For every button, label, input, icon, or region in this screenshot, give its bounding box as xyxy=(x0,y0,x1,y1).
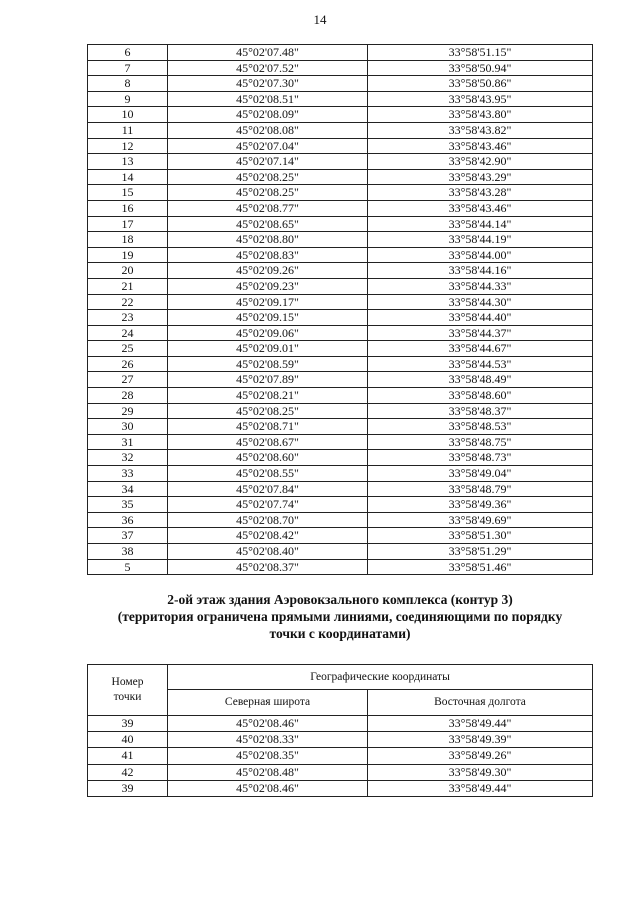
east-longitude-cell: 33°58'44.37" xyxy=(368,325,593,341)
table-row xyxy=(88,528,593,544)
table-row xyxy=(88,388,593,404)
point-number-cell: 36 xyxy=(88,512,168,528)
east-longitude-cell: 33°58'51.15" xyxy=(368,45,593,61)
section-heading-line-2: (территория ограничена прямыми линиями, соединяющими по порядку xyxy=(117,609,563,624)
table-row xyxy=(88,278,593,294)
east-longitude-cell: 33°58'48.79" xyxy=(368,481,593,497)
point-number-cell: 8 xyxy=(88,76,168,92)
point-number-cell: 15 xyxy=(88,185,168,201)
north-latitude-cell: 45°02'09.23" xyxy=(168,278,368,294)
point-number-cell: 11 xyxy=(88,122,168,138)
point-number-cell: 25 xyxy=(88,341,168,357)
east-longitude-cell: 33°58'44.00" xyxy=(368,247,593,263)
coordinates-table-contour-3 xyxy=(87,664,593,797)
section-heading-line-1: 2-ой этаж здания Аэровокзального комплекса (контур 3) xyxy=(167,592,513,607)
point-number-cell: 39 xyxy=(88,716,168,732)
point-number-cell: 10 xyxy=(88,107,168,123)
north-latitude-cell: 45°02'08.59" xyxy=(168,356,368,372)
point-number-cell: 18 xyxy=(88,232,168,248)
north-latitude-cell: 45°02'08.25" xyxy=(168,403,368,419)
north-latitude-cell: 45°02'08.67" xyxy=(168,434,368,450)
north-latitude-cell: 45°02'08.60" xyxy=(168,450,368,466)
north-latitude-cell: 45°02'09.26" xyxy=(168,263,368,279)
point-number-cell: 17 xyxy=(88,216,168,232)
east-longitude-cell: 33°58'50.86" xyxy=(368,76,593,92)
east-longitude-cell: 33°58'48.37" xyxy=(368,403,593,419)
east-longitude-cell: 33°58'48.75" xyxy=(368,434,593,450)
point-number-cell: 13 xyxy=(88,154,168,170)
east-longitude-cell: 33°58'48.49" xyxy=(368,372,593,388)
point-number-cell: 29 xyxy=(88,403,168,419)
header-geographic-coordinates: Географические координаты xyxy=(168,665,593,690)
table-row xyxy=(88,497,593,513)
section-heading xyxy=(60,591,620,642)
point-number-cell: 37 xyxy=(88,528,168,544)
east-longitude-cell: 33°58'44.14" xyxy=(368,216,593,232)
east-longitude-cell: 33°58'49.44" xyxy=(368,780,593,796)
table-row xyxy=(88,544,593,560)
east-longitude-cell: 33°58'43.46" xyxy=(368,138,593,154)
point-number-cell: 16 xyxy=(88,200,168,216)
table-row xyxy=(88,341,593,357)
east-longitude-cell: 33°58'44.30" xyxy=(368,294,593,310)
header-east-longitude: Восточная долгота xyxy=(368,690,593,716)
table-row xyxy=(88,466,593,482)
point-number-cell: 24 xyxy=(88,325,168,341)
east-longitude-cell: 33°58'43.29" xyxy=(368,169,593,185)
coordinates-table-body xyxy=(88,716,593,797)
east-longitude-cell: 33°58'50.94" xyxy=(368,60,593,76)
point-number-cell: 42 xyxy=(88,764,168,780)
point-number-cell: 27 xyxy=(88,372,168,388)
table-row xyxy=(88,764,593,780)
table-row xyxy=(88,91,593,107)
table-row xyxy=(88,716,593,732)
north-latitude-cell: 45°02'08.25" xyxy=(168,169,368,185)
table-row xyxy=(88,185,593,201)
east-longitude-cell: 33°58'43.46" xyxy=(368,200,593,216)
point-number-cell: 35 xyxy=(88,497,168,513)
north-latitude-cell: 45°02'08.71" xyxy=(168,419,368,435)
point-number-cell: 14 xyxy=(88,169,168,185)
east-longitude-cell: 33°58'49.36" xyxy=(368,497,593,513)
point-number-cell: 19 xyxy=(88,247,168,263)
east-longitude-cell: 33°58'43.80" xyxy=(368,107,593,123)
point-number-cell: 7 xyxy=(88,60,168,76)
north-latitude-cell: 45°02'08.37" xyxy=(168,559,368,575)
point-number-cell: 21 xyxy=(88,278,168,294)
table-row xyxy=(88,216,593,232)
north-latitude-cell: 45°02'08.70" xyxy=(168,512,368,528)
table-row xyxy=(88,780,593,796)
table-row xyxy=(88,325,593,341)
north-latitude-cell: 45°02'09.17" xyxy=(168,294,368,310)
north-latitude-cell: 45°02'07.14" xyxy=(168,154,368,170)
north-latitude-cell: 45°02'09.15" xyxy=(168,310,368,326)
table-row xyxy=(88,512,593,528)
point-number-cell: 28 xyxy=(88,388,168,404)
north-latitude-cell: 45°02'08.21" xyxy=(168,388,368,404)
point-number-cell: 20 xyxy=(88,263,168,279)
north-latitude-cell: 45°02'07.89" xyxy=(168,372,368,388)
point-number-cell: 39 xyxy=(88,780,168,796)
east-longitude-cell: 33°58'49.26" xyxy=(368,748,593,764)
east-longitude-cell: 33°58'49.30" xyxy=(368,764,593,780)
east-longitude-cell: 33°58'49.39" xyxy=(368,732,593,748)
north-latitude-cell: 45°02'09.01" xyxy=(168,341,368,357)
east-longitude-cell: 33°58'44.40" xyxy=(368,310,593,326)
east-longitude-cell: 33°58'51.30" xyxy=(368,528,593,544)
table-row xyxy=(88,200,593,216)
east-longitude-cell: 33°58'42.90" xyxy=(368,154,593,170)
section-heading-line-3: точки с координатами) xyxy=(269,626,411,641)
east-longitude-cell: 33°58'44.19" xyxy=(368,232,593,248)
table-row xyxy=(88,434,593,450)
point-number-cell: 32 xyxy=(88,450,168,466)
table-row xyxy=(88,169,593,185)
table-row xyxy=(88,294,593,310)
table-row xyxy=(88,60,593,76)
coordinates-table-contour-continued xyxy=(87,44,593,575)
north-latitude-cell: 45°02'08.80" xyxy=(168,232,368,248)
north-latitude-cell: 45°02'08.55" xyxy=(168,466,368,482)
north-latitude-cell: 45°02'07.30" xyxy=(168,76,368,92)
coordinates-table-body xyxy=(88,45,593,575)
north-latitude-cell: 45°02'08.35" xyxy=(168,748,368,764)
north-latitude-cell: 45°02'08.77" xyxy=(168,200,368,216)
north-latitude-cell: 45°02'08.33" xyxy=(168,732,368,748)
north-latitude-cell: 45°02'07.04" xyxy=(168,138,368,154)
point-number-cell: 38 xyxy=(88,544,168,560)
point-number-cell: 12 xyxy=(88,138,168,154)
point-number-cell: 5 xyxy=(88,559,168,575)
point-number-cell: 33 xyxy=(88,466,168,482)
east-longitude-cell: 33°58'43.95" xyxy=(368,91,593,107)
east-longitude-cell: 33°58'49.69" xyxy=(368,512,593,528)
point-number-cell: 31 xyxy=(88,434,168,450)
north-latitude-cell: 45°02'08.65" xyxy=(168,216,368,232)
east-longitude-cell: 33°58'49.04" xyxy=(368,466,593,482)
north-latitude-cell: 45°02'08.42" xyxy=(168,528,368,544)
east-longitude-cell: 33°58'44.16" xyxy=(368,263,593,279)
north-latitude-cell: 45°02'08.09" xyxy=(168,107,368,123)
header-north-latitude: Северная широта xyxy=(168,690,368,716)
east-longitude-cell: 33°58'49.44" xyxy=(368,716,593,732)
north-latitude-cell: 45°02'07.74" xyxy=(168,497,368,513)
header-point-number: Номер точки xyxy=(88,665,168,716)
table-row xyxy=(88,403,593,419)
point-number-cell: 22 xyxy=(88,294,168,310)
table-row xyxy=(88,481,593,497)
east-longitude-cell: 33°58'44.53" xyxy=(368,356,593,372)
table-row xyxy=(88,372,593,388)
table-row xyxy=(88,76,593,92)
table-row xyxy=(88,356,593,372)
point-number-cell: 9 xyxy=(88,91,168,107)
table-row xyxy=(88,559,593,575)
north-latitude-cell: 45°02'08.83" xyxy=(168,247,368,263)
east-longitude-cell: 33°58'43.82" xyxy=(368,122,593,138)
point-number-cell: 23 xyxy=(88,310,168,326)
east-longitude-cell: 33°58'48.53" xyxy=(368,419,593,435)
table-row xyxy=(88,310,593,326)
table-row xyxy=(88,45,593,61)
table-row xyxy=(88,748,593,764)
table-row xyxy=(88,107,593,123)
east-longitude-cell: 33°58'44.67" xyxy=(368,341,593,357)
point-number-cell: 41 xyxy=(88,748,168,764)
point-number-cell: 30 xyxy=(88,419,168,435)
north-latitude-cell: 45°02'08.51" xyxy=(168,91,368,107)
east-longitude-cell: 33°58'48.60" xyxy=(368,388,593,404)
east-longitude-cell: 33°58'48.73" xyxy=(368,450,593,466)
north-latitude-cell: 45°02'08.08" xyxy=(168,122,368,138)
point-number-cell: 34 xyxy=(88,481,168,497)
table-row xyxy=(88,232,593,248)
page-number: 14 xyxy=(313,12,327,27)
east-longitude-cell: 33°58'43.28" xyxy=(368,185,593,201)
north-latitude-cell: 45°02'08.46" xyxy=(168,780,368,796)
north-latitude-cell: 45°02'08.48" xyxy=(168,764,368,780)
table-row xyxy=(88,122,593,138)
north-latitude-cell: 45°02'08.46" xyxy=(168,716,368,732)
table-row xyxy=(88,247,593,263)
north-latitude-cell: 45°02'08.40" xyxy=(168,544,368,560)
north-latitude-cell: 45°02'07.48" xyxy=(168,45,368,61)
table-row xyxy=(88,154,593,170)
point-number-cell: 6 xyxy=(88,45,168,61)
table-row xyxy=(88,450,593,466)
table-row xyxy=(88,419,593,435)
east-longitude-cell: 33°58'51.29" xyxy=(368,544,593,560)
point-number-cell: 40 xyxy=(88,732,168,748)
table-row xyxy=(88,263,593,279)
north-latitude-cell: 45°02'09.06" xyxy=(168,325,368,341)
table-row xyxy=(88,732,593,748)
east-longitude-cell: 33°58'51.46" xyxy=(368,559,593,575)
north-latitude-cell: 45°02'08.25" xyxy=(168,185,368,201)
point-number-cell: 26 xyxy=(88,356,168,372)
table-row xyxy=(88,138,593,154)
north-latitude-cell: 45°02'07.52" xyxy=(168,60,368,76)
north-latitude-cell: 45°02'07.84" xyxy=(168,481,368,497)
east-longitude-cell: 33°58'44.33" xyxy=(368,278,593,294)
